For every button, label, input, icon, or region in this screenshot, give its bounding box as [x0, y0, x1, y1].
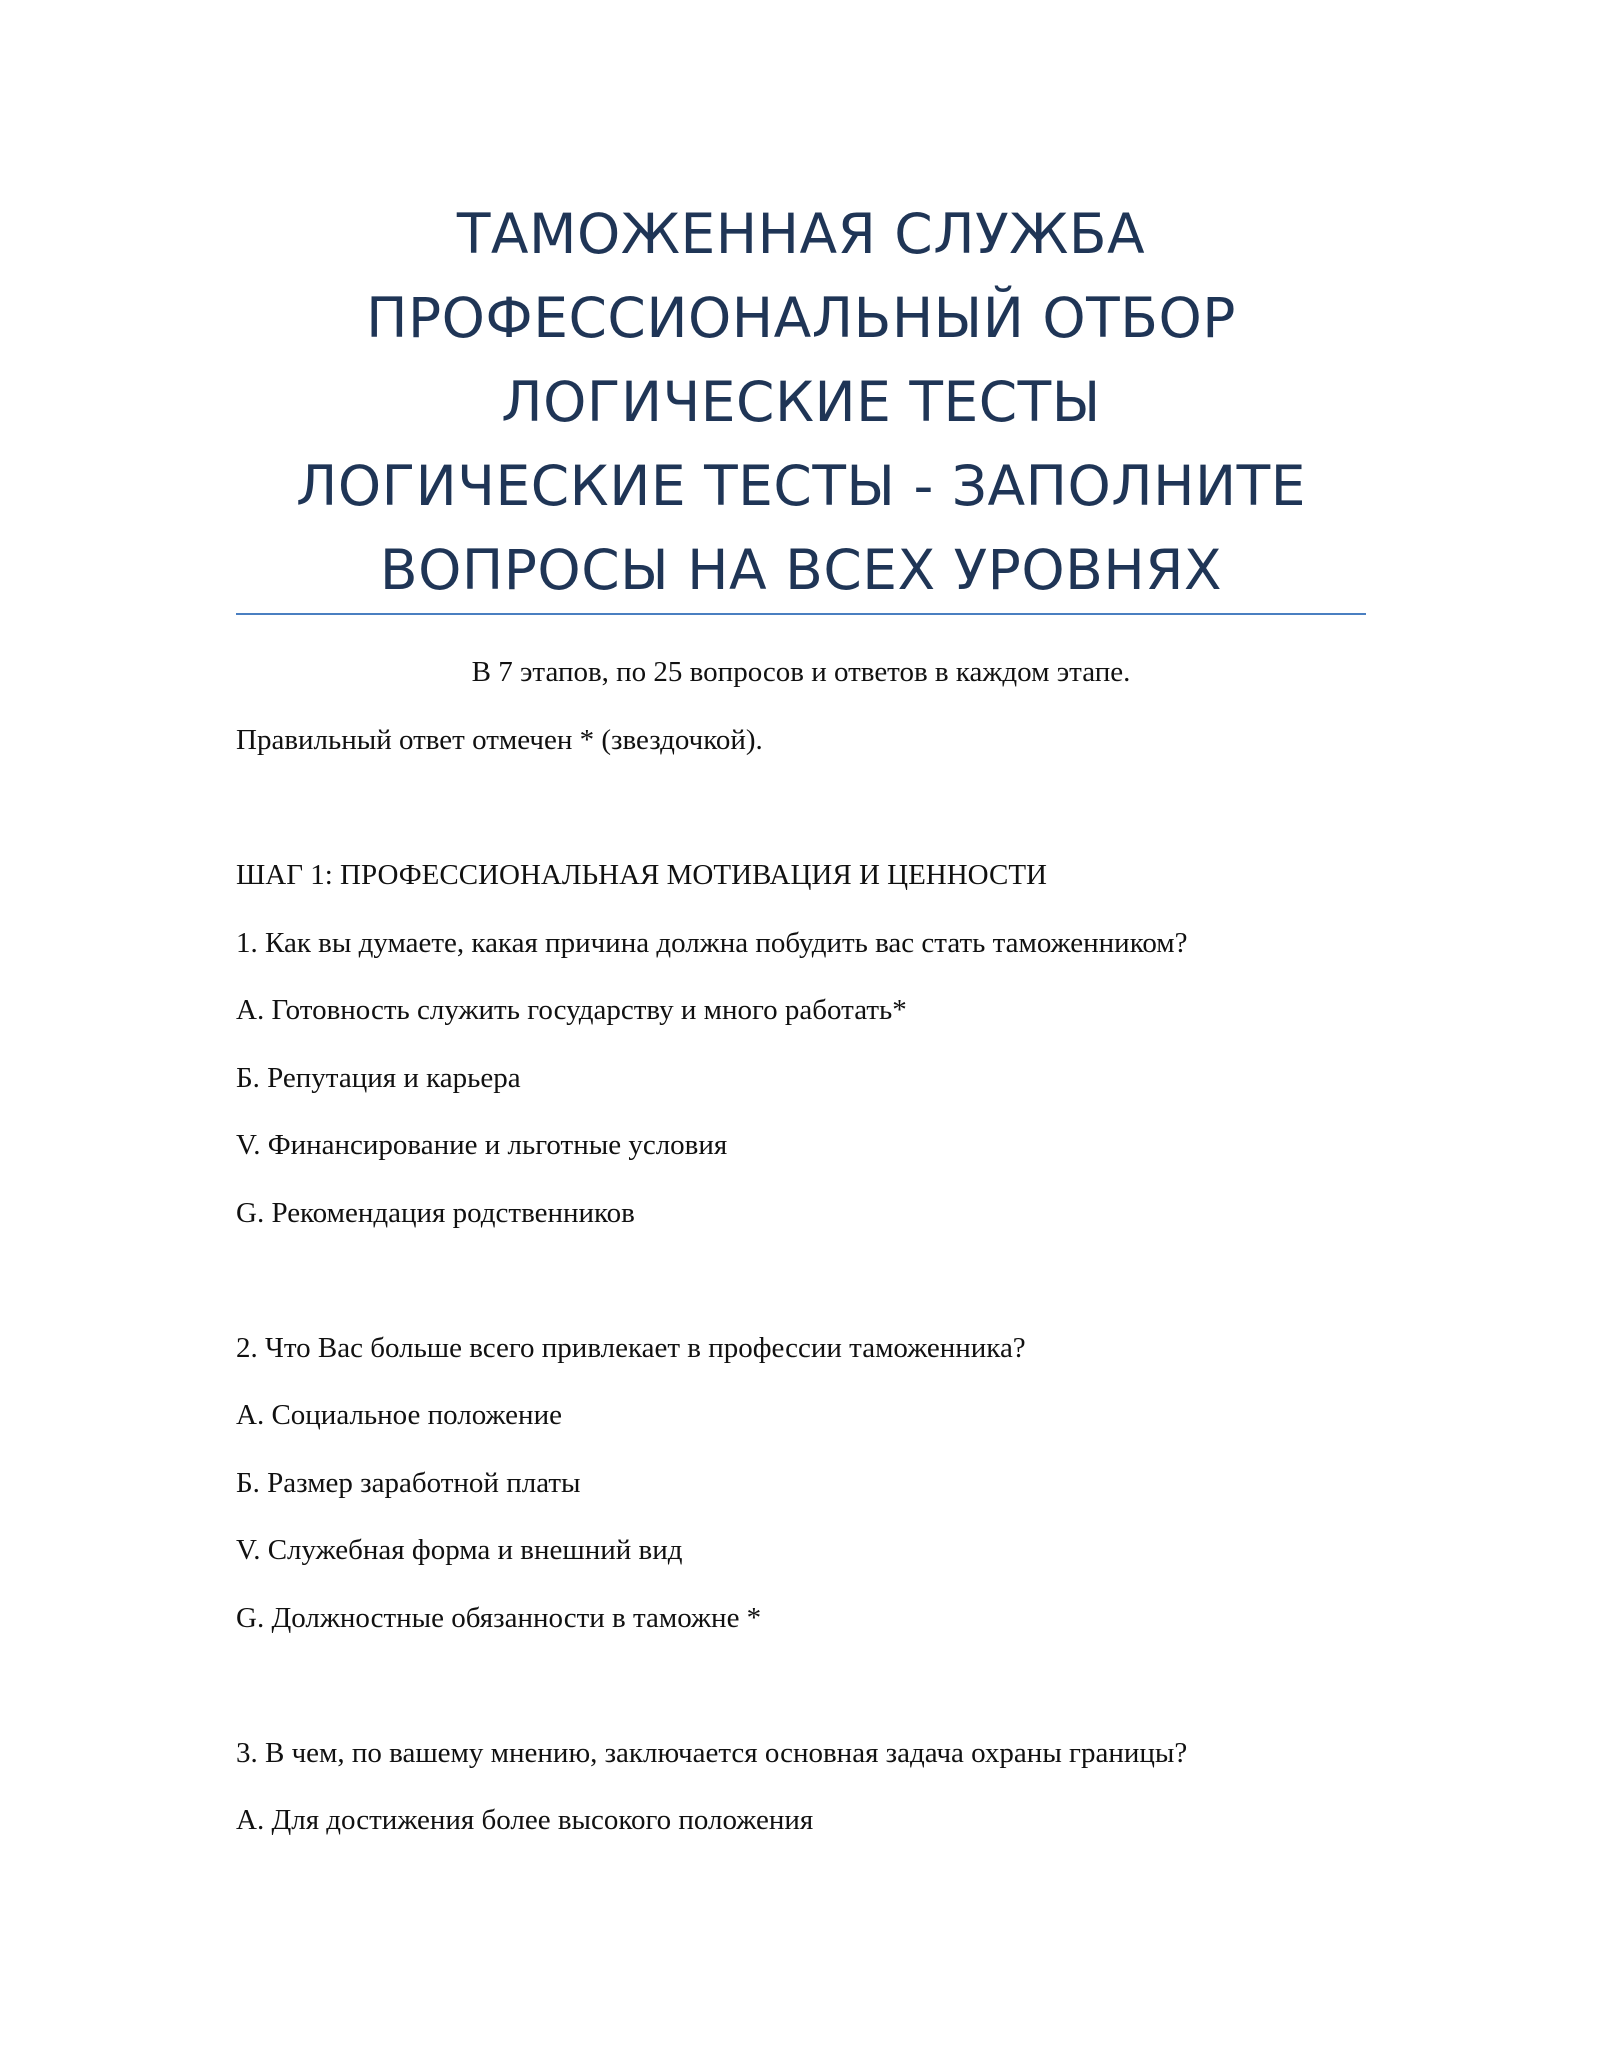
paragraph-gap	[236, 1665, 1366, 1733]
title-divider	[236, 613, 1366, 615]
title-line: ЛОГИЧЕСКИЕ ТЕСТЫ - ЗАПОЛНИТЕ	[295, 454, 1307, 518]
paragraph-gap	[236, 1260, 1366, 1328]
answer-option: Б. Репутация и карьера	[236, 1061, 521, 1094]
answer-option: V. Служебная форма и внешний вид	[236, 1534, 683, 1566]
title-line: ТАМОЖЕННАЯ СЛУЖБА	[456, 202, 1146, 266]
intro-summary: В 7 этапов, по 25 вопросов и ответов в каждом этапе.	[471, 656, 1131, 688]
question-text: 1. Как вы думаете, какая причина должна побудить вас стать таможенником?	[236, 926, 1188, 959]
question-text: 3. В чем, по вашему мнению, заключается основная задача охраны границы?	[236, 1736, 1188, 1769]
answer-option: A. Для достижения более высокого положения	[236, 1804, 814, 1836]
test-content	[236, 855, 1366, 1868]
title-line: ВОПРОСЫ НА ВСЕХ УРОВНЯХ	[379, 538, 1223, 602]
step-heading: ШАГ 1: ПРОФЕССИОНАЛЬНАЯ МОТИВАЦИЯ И ЦЕННОСТИ	[236, 859, 1047, 891]
title-line: ПРОФЕССИОНАЛЬНЫЙ ОТБОР	[366, 286, 1236, 350]
question-text: 2. Что Вас больше всего привлекает в профессии таможенника?	[236, 1331, 1026, 1364]
answer-option: Б. Размер заработной платы	[236, 1466, 581, 1499]
answer-option: G. Должностные обязанности в таможне *	[236, 1601, 762, 1634]
title-line: ЛОГИЧЕСКИЕ ТЕСТЫ	[501, 370, 1101, 434]
answer-option: A. Социальное положение	[236, 1399, 562, 1431]
answer-option: V. Финансирование и льготные условия	[236, 1129, 728, 1161]
answer-option: G. Рекомендация родственников	[236, 1196, 635, 1229]
answer-key-note: Правильный ответ отмечен * (звездочкой).	[236, 724, 763, 756]
document-title	[236, 192, 1366, 612]
answer-option: A. Готовность служить государству и много работать*	[236, 994, 907, 1026]
